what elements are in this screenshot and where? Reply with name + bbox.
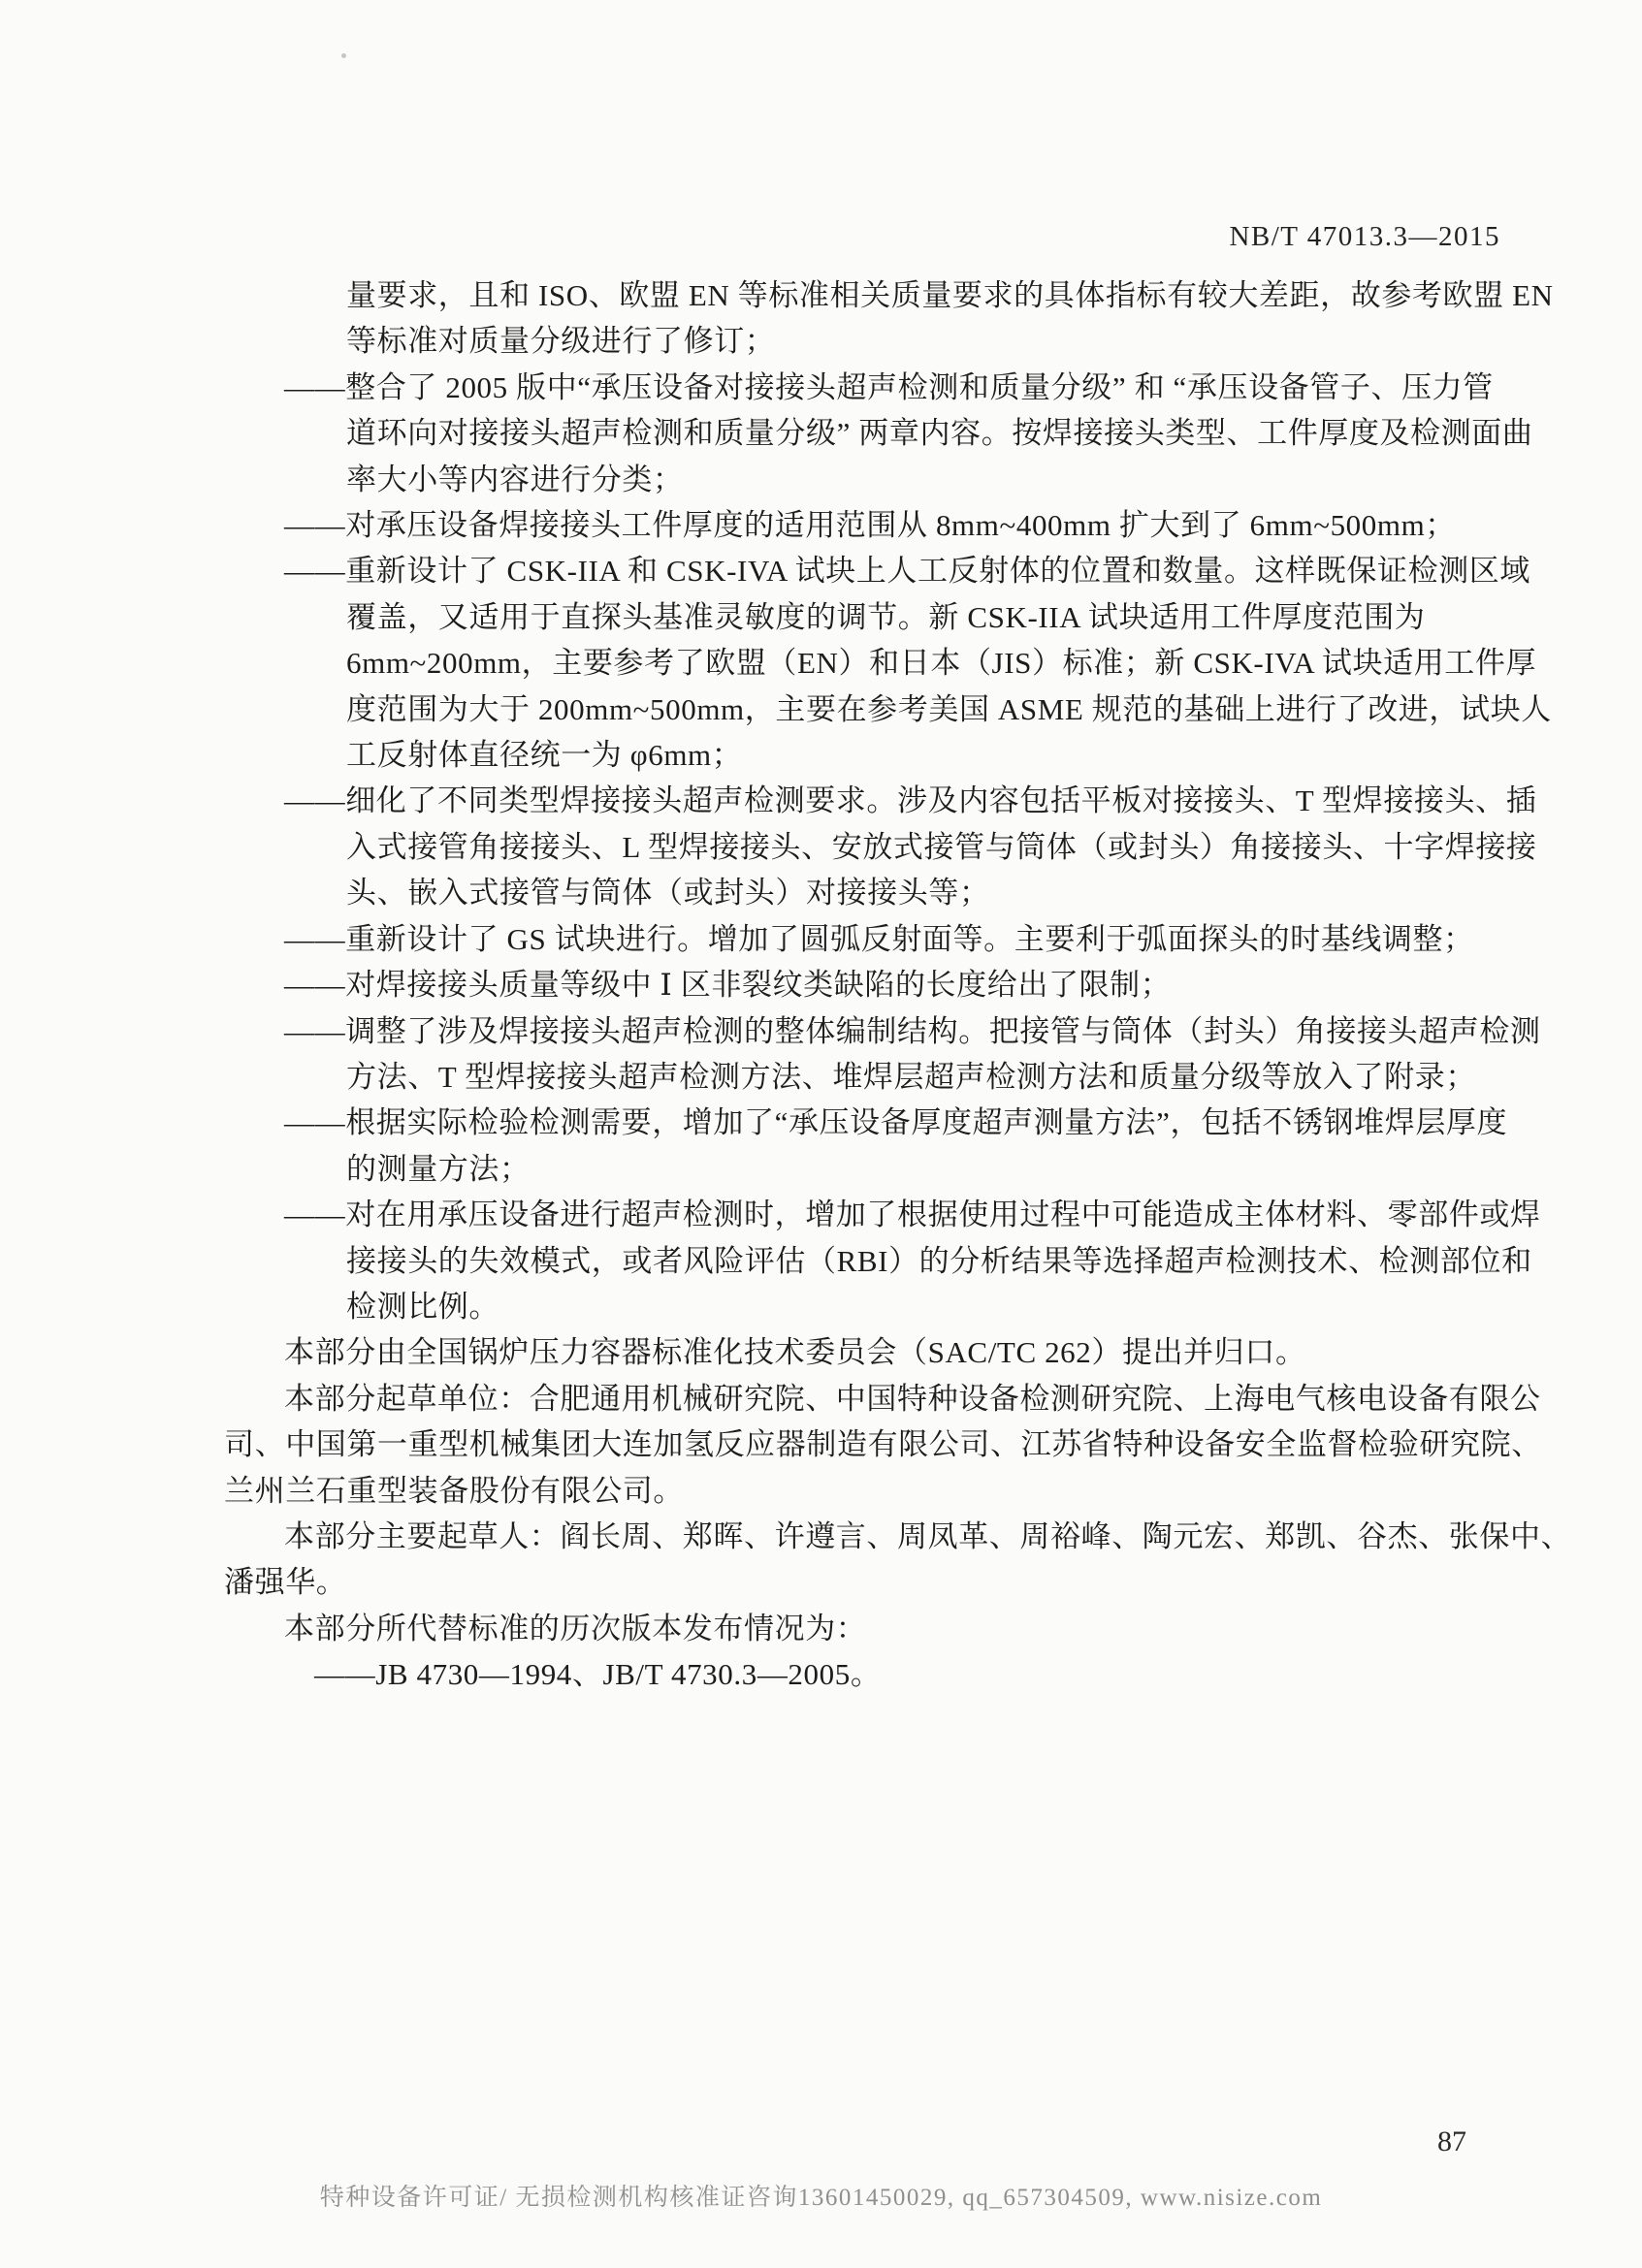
text-line: 的测量方法； xyxy=(346,1151,531,1186)
standard-number-header: NB/T 47013.3—2015 xyxy=(1229,221,1500,252)
text-line: 6mm~200mm，主要参考了欧盟（EN）和日本（JIS）标准；新 CSK-IVA 试块适用工件厚 xyxy=(346,646,1537,681)
text-line: ——重新设计了 GS 试块进行。增加了圆弧反射面等。主要利于弧面探头的时基线调整； xyxy=(284,921,1474,956)
text-line: ——整合了 2005 版中“承压设备对接接头超声检测和质量分级” 和 “承压设备管子、压力管 xyxy=(284,369,1494,404)
page-number: 87 xyxy=(1437,2125,1466,2157)
text-line: 入式接管角接接头、L 型焊接接头、安放式接管与筒体（或封头）角接接头、十字焊接接 xyxy=(346,829,1537,864)
text-line: 司、中国第一重型机械集团大连加氢反应器制造有限公司、江苏省特种设备安全监督检验研究院、 xyxy=(224,1427,1542,1462)
text-line: ——对焊接接头质量等级中 Ⅰ 区非裂纹类缺陷的长度给出了限制； xyxy=(284,968,1172,1003)
text-line: 率大小等内容进行分类； xyxy=(346,462,684,496)
text-line: 本部分由全国锅炉压力容器标准化技术委员会（SAC/TC 262）提出并归口。 xyxy=(284,1335,1306,1370)
text-line: 本部分所代替标准的历次版本发布情况为： xyxy=(284,1611,867,1645)
text-line: 检测比例。 xyxy=(346,1289,499,1324)
text-line: 头、嵌入式接管与筒体（或封头）对接接头等； xyxy=(346,876,990,910)
text-line: 覆盖，又适用于直探头基准灵敏度的调节。新 CSK-IIA 试块适用工件厚度范围为 xyxy=(346,599,1426,634)
text-line: ——细化了不同类型焊接接头超声检测要求。涉及内容包括平板对接接头、T 型焊接接头、插 xyxy=(284,783,1537,818)
text-line: ——JB 4730—1994、JB/T 4730.3—2005。 xyxy=(314,1657,882,1692)
scan-speck xyxy=(341,53,346,58)
text-line: 兰州兰石重型装备股份有限公司。 xyxy=(224,1473,684,1508)
text-line: 量要求，且和 ISO、欧盟 EN 等标准相关质量要求的具体指标有较大差距，故参考欧盟 EN xyxy=(346,278,1554,312)
text-line: ——对承压设备焊接接头工件厚度的适用范围从 8mm~400mm 扩大到了 6mm~500mm； xyxy=(284,508,1456,543)
text-line: 接接头的失效模式，或者风险评估（RBI）的分析结果等选择超声检测技术、检测部位和 xyxy=(346,1243,1532,1278)
document-body xyxy=(0,272,1642,1698)
text-line: 度范围为大于 200mm~500mm，主要在参考美国 ASME 规范的基础上进行了改进，试块人 xyxy=(346,691,1552,726)
text-line: ——对在用承压设备进行超声检测时，增加了根据使用过程中可能造成主体材料、零部件或焊 xyxy=(284,1198,1541,1232)
text-line: ——根据实际检验检测需要，增加了“承压设备厚度超声测量方法”，包括不锈钢堆焊层厚度 xyxy=(284,1105,1508,1140)
text-line: 道环向对接接头超声检测和质量分级” 两章内容。按焊接接头类型、工件厚度及检测面曲 xyxy=(346,416,1533,451)
text-line: 本部分主要起草人：阎长周、郑晖、许遵言、周凤革、周裕峰、陶元宏、郑凯、谷杰、张保中、 xyxy=(284,1518,1572,1553)
text-line: 等标准对质量分级进行了修订； xyxy=(346,324,776,359)
text-line: ——调整了涉及焊接接头超声检测的整体编制结构。把接管与筒体（封头）角接接头超声检测 xyxy=(284,1013,1541,1048)
text-line: 方法、T 型焊接接头超声检测方法、堆焊层超声检测方法和质量分级等放入了附录； xyxy=(346,1059,1476,1094)
text-line: ——重新设计了 CSK-IIA 和 CSK-IVA 试块上人工反射体的位置和数量。这样既保证检测区域 xyxy=(284,554,1530,589)
text-line: 潘强华。 xyxy=(224,1565,347,1600)
text-line: 本部分起草单位：合肥通用机械研究院、中国特种设备检测研究院、上海电气核电设备有限公 xyxy=(284,1381,1541,1416)
footer-watermark: 特种设备许可证/ 无损检测机构核准证咨询13601450029, qq_657304509, www.nisize.com xyxy=(319,2185,1323,2211)
text-line: 工反射体直径统一为 φ6mm； xyxy=(346,738,743,773)
